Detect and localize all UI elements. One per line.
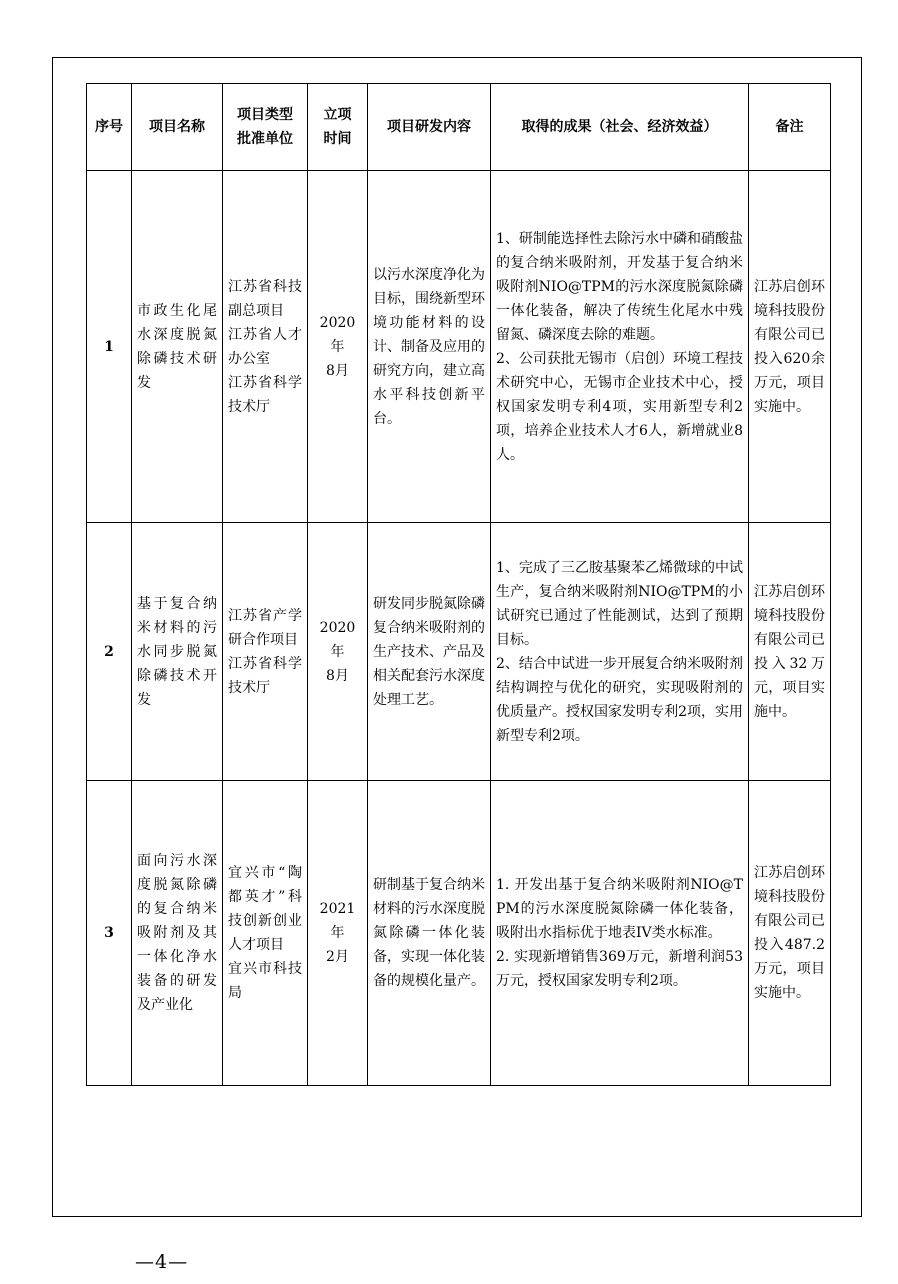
table-row xyxy=(87,523,831,781)
header-project-type xyxy=(223,84,308,171)
row-note: 江苏启创环境科技股份有限公司已投入32万元，项目实施中。 xyxy=(749,523,831,781)
header-note: 备注 xyxy=(749,84,831,171)
row-result-item: 1、完成了三乙胺基聚苯乙烯微球的中试生产，复合纳米吸附剂NIO@TPM的小试研究已通过了性能测试，达到了预期目标。 xyxy=(496,559,743,648)
row-result xyxy=(491,781,749,1086)
row-date-month: 2月 xyxy=(326,949,349,965)
row-date xyxy=(308,523,368,781)
row-date-year: 2021年 xyxy=(319,901,356,941)
page-number: —4— xyxy=(135,1251,189,1273)
row-result-item: 2、结合中试进一步开展复合纳米吸附剂结构调控与优化的研究，实现吸附剂的优质量产。授权国家发明专利2项，实用新型专利2项。 xyxy=(496,655,743,744)
row-index: 2 xyxy=(87,523,132,781)
row-type-line: 江苏省人才办公室 xyxy=(228,326,302,367)
header-index: 序号 xyxy=(87,84,132,171)
row-content: 研制基于复合纳米材料的污水深度脱氮除磷一体化装备，实现一体化装备的规模化量产。 xyxy=(368,781,491,1086)
row-type-line: 江苏省科学技术厅 xyxy=(228,655,302,696)
row-index: 1 xyxy=(87,171,132,523)
row-note: 江苏启创环境科技股份有限公司已投入620余万元，项目实施中。 xyxy=(749,171,831,523)
row-project-name: 面向污水深度脱氮除磷的复合纳米吸附剂及其一体化净水装备的研发及产业化 xyxy=(132,781,223,1086)
header-date xyxy=(308,84,368,171)
row-result-item: 2、公司获批无锡市（启创）环境工程技术研究中心，无锡市企业技术中心，授权国家发明专利4项，实用新型专利2项，培养企业技术人才6人，新增就业8人。 xyxy=(496,350,743,463)
row-result-item: 2. 实现新增销售369万元，新增利润53万元，授权国家发明专利2项。 xyxy=(496,949,743,989)
row-project-name: 基于复合纳米材料的污水同步脱氮除磷技术开发 xyxy=(132,523,223,781)
row-date-month: 8月 xyxy=(326,667,349,684)
row-project-type xyxy=(223,781,308,1086)
header-type-line2: 批准单位 xyxy=(237,131,293,147)
row-result xyxy=(491,171,749,523)
row-project-name: 市政生化尾水深度脱氮除磷技术研发 xyxy=(132,171,223,523)
header-date-line2: 时间 xyxy=(323,131,352,147)
row-result-item: 1. 开发出基于复合纳米吸附剂NIO@TPM的污水深度脱氮除磷一体化装备，吸附出水指标优于地表IV类水标准。 xyxy=(496,877,743,941)
row-note: 江苏启创环境科技股份有限公司已投入487.2万元，项目实施中。 xyxy=(749,781,831,1086)
project-table xyxy=(86,83,831,1086)
row-result xyxy=(491,523,749,781)
row-date xyxy=(308,781,368,1086)
row-type-line: 江苏省科技副总项目 xyxy=(228,278,302,319)
row-content: 研发同步脱氮除磷复合纳米吸附剂的生产技术、产品及相关配套污水深度处理工艺。 xyxy=(368,523,491,781)
row-type-line: 江苏省产学研合作项目 xyxy=(228,607,302,648)
row-date-month: 8月 xyxy=(326,362,349,379)
row-result-item: 1、研制能选择性去除污水中磷和硝酸盐的复合纳米吸附剂，开发基于复合纳米吸附剂NIO@TPM的污水深度脱氮除磷一体化装备，解决了传统生化尾水中残留氮、磷深度去除的难题。 xyxy=(496,230,743,343)
row-project-type xyxy=(223,171,308,523)
header-date-line1: 立项 xyxy=(323,107,352,123)
row-date-year: 2020年 xyxy=(319,619,356,660)
row-date xyxy=(308,171,368,523)
row-type-line: 江苏省科学技术厅 xyxy=(228,374,302,415)
row-index: 3 xyxy=(87,781,132,1086)
row-project-type xyxy=(223,523,308,781)
table-row xyxy=(87,171,831,523)
header-type-line1: 项目类型 xyxy=(237,107,293,123)
header-content: 项目研发内容 xyxy=(368,84,491,171)
row-type-line: 宜兴市科技局 xyxy=(228,961,302,1001)
row-content: 以污水深度净化为目标，围绕新型环境功能材料的设计、制备及应用的研究方向，建立高水平科技创新平台。 xyxy=(368,171,491,523)
row-date-year: 2020年 xyxy=(319,314,356,355)
header-project-name: 项目名称 xyxy=(132,84,223,171)
row-type-line: 宜兴市“陶都英才”科技创新创业人才项目 xyxy=(228,865,302,953)
header-row xyxy=(87,84,831,171)
table-row xyxy=(87,781,831,1086)
header-result: 取得的成果（社会、经济效益） xyxy=(491,84,749,171)
